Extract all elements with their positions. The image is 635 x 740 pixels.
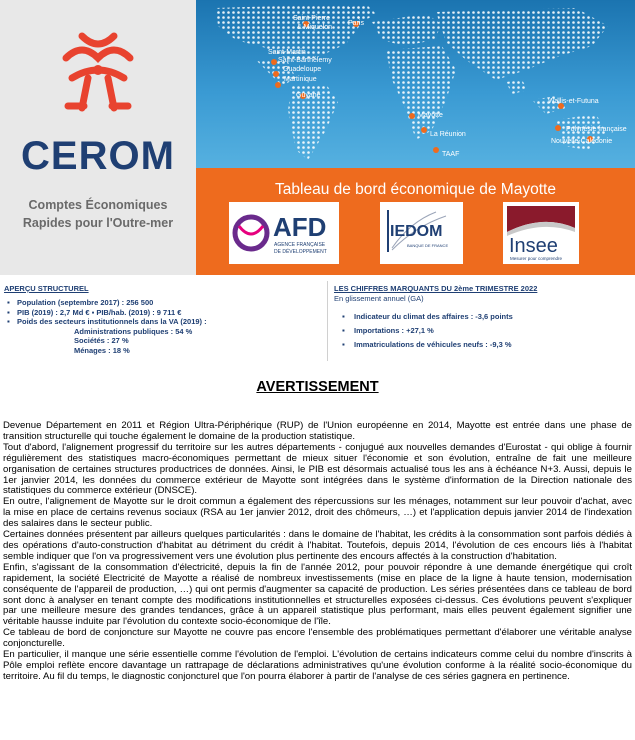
cerom-logo-panel <box>0 0 196 275</box>
chiffres-marquants <box>334 284 632 352</box>
chiffres-item-climat: ▪ Indicateur du climat des affaires : -3,6 points <box>334 310 632 324</box>
chiffres-title: LES CHIFFRES MARQUANTS DU 2ème TRIMESTRE 2022 <box>334 284 538 293</box>
paragraph-1: Devenue Département en 2011 et Région Ultra-Périphérique (RUP) de l'Union européenne en 2014, Mayotte est entrée dans une phase de transition structurelle qui touche également le domaine de la production statistique. <box>3 420 632 442</box>
paragraph-5: Enfin, s'agissant de la consommation d'électricité, depuis la fin de l'année 2012, pour pouvoir répondre à une demande énergétique qui croît rapidement, la société Electricité de Mayotte a réalisé de nombreux investissements (mise en place de la ligne à haute tension, modernisation conséquente de l'appareil de production, …) qui ont permis d'augmenter sa capacité de production. Les séries présentées dans ce tableau de bord sont donc à analyser en tenant compte des modifications institutionnelles et structurelles exposées ci-dessus. Ces évolutions peuvent s'expliquer par une meilleure mesure des grandes tendances, grâce à un appareil statistique plus performant, mais elles peuvent également signifier une véritable hausse induite par l'évolution du contexte socio-économique de l'île. <box>3 561 632 628</box>
iedom-name: IEDOM <box>390 223 443 240</box>
map-label-saint-martin: Saint-Martin <box>268 49 306 56</box>
insee-name: Insee <box>509 235 558 257</box>
afd-logo <box>229 202 339 264</box>
cerom-name: CEROM <box>21 134 175 178</box>
chiffres-item-importations: ▪ Importations : +27,1 % <box>334 324 632 338</box>
map-label-paris: Paris <box>348 20 364 27</box>
map-label-saint-pierre: Saint-Pierre <box>293 15 330 22</box>
iedom-logo <box>380 202 463 264</box>
column-divider <box>327 281 328 361</box>
avertissement-body <box>3 421 632 683</box>
map-label-polynesie: Polynésie française <box>566 126 627 133</box>
paragraph-6: Ce tableau de bord de conjoncture sur Mayotte ne couvre pas encore l'ensemble des problématiques permettant d'élaborer une véritable analyse conjoncturelle. <box>3 627 632 650</box>
map-label-saint-barthelemy: Saint-Barthélemy <box>278 57 332 64</box>
apercu-list <box>4 298 322 355</box>
map-label-wallis-et-futuna: Wallis-et-Futuna <box>548 98 599 105</box>
map-label-la-reunion: La Réunion <box>430 131 466 138</box>
apercu-item-poids: ▪ Poids des secteurs institutionnels dans la VA (2019) : <box>4 317 322 327</box>
chiffres-item-immatriculations: ▪ Immatriculations de véhicules neufs : -9,3 % <box>334 338 632 352</box>
paragraph-4: Certaines données présentent par ailleurs quelques particularités : dans le domaine de l'habitat, les crédits à la consommation sont parfois dédiés à des opérations d'auto-construction d'habitat au détriment du crédit à l'habitat. Toutefois, depuis 2014, l'évolution de ces encours liés à l'habitat semble indiquer que l'on va progressivement vers une évolution plus pertinente des encours affectés à la construction d'habitation. <box>3 529 632 562</box>
world-map <box>196 0 635 168</box>
map-label-mayotte: Mayotte <box>418 112 443 119</box>
cerom-subtitle-line1: Comptes Économiques <box>28 198 168 212</box>
paragraph-2: Tout d'abord, l'alignement progressif du territoire sur les autres départements - conjugué aux nouvelles demandes d'Eurostat - qui oblige à fournir régulièrement des statistiques macro-économiques permettant de mieux situer l'économie et son évolution, entraîne de fait une meilleure organisation de certaines structures productrices de données. Ainsi, le PIB est désormais actualisé tous les ans à échéance N+3. Aussi, depuis le 1er janvier 2014, les données du commerce extérieur de Mayotte sont intégrées dans le système d'information de la Direction nationale des statistiques du commerce extérieur (DNSCE). <box>3 441 632 497</box>
cerom-emblem-icon <box>52 28 144 120</box>
insee-subtitle: Mesurer pour comprendre <box>510 256 563 261</box>
paragraph-3: En outre, l'alignement de Mayotte sur le droit commun a également des répercussions sur les ménages, notamment sur leur pouvoir d'achat, avec la mise en place de certains revenus sociaux (RSA au 1er janvier 2012, droit des chômeurs, …) et l'application depuis janvier 2014 de l'indexation des salaires dans le secteur public. <box>3 496 632 530</box>
map-label-guyane: Guyane <box>296 92 321 99</box>
apercu-sub-societes: Sociétés : 27 % <box>74 336 129 345</box>
chiffres-subtitle: En glissement annuel (GA) <box>334 294 424 303</box>
cerom-subtitle <box>0 196 196 232</box>
apercu-sub-menages: Ménages : 18 % <box>74 345 130 355</box>
avertissement-title: AVERTISSEMENT <box>256 379 379 395</box>
map-label-martinique: Martinique <box>284 76 317 83</box>
page-title: Tableau de bord économique de Mayotte <box>275 181 556 198</box>
chiffres-list <box>334 310 632 352</box>
apercu-structurel <box>4 284 322 355</box>
map-label-guadeloupe: Guadeloupe <box>283 66 322 73</box>
header-banner <box>0 0 635 275</box>
afd-subtitle-2: DE DÉVELOPPEMENT <box>274 249 327 255</box>
paragraph-7: En particulier, il manque une série essentielle comme l'évolution de l'emploi. L'évolution de certains indicateurs comme celui du nombre d'inscrits à Pôle emploi reflète encore davantage un rattrapage de déclarations administratives qu'une évolution conforme à la réalité socio-économique du territoire. Au fil du temps, le diagnostic conjoncturel que l'on pourra élaborer à partir de l'analyse de ces séries gagnera en pertinence. <box>3 649 632 682</box>
afd-name: AFD <box>273 212 327 242</box>
apercu-item-pib: ▪ PIB (2019) : 2,7 Md € ▪ PIB/hab. (2019) : 9 711 € <box>4 308 322 318</box>
apercu-sub-admin: Administrations publiques : 54 % <box>74 326 193 336</box>
title-band <box>196 168 635 275</box>
apercu-title: APERÇU STRUCTUREL <box>4 284 89 293</box>
iedom-subtitle: BANQUE DE FRANCE <box>407 243 449 248</box>
apercu-item-population: ▪ Population (septembre 2017) : 256 500 <box>4 298 322 308</box>
map-label-nouvelle-caledonie: Nouvelle-Calédonie <box>551 138 613 145</box>
insee-logo <box>503 202 579 264</box>
map-label-miquelon: & Miquelon <box>297 24 333 31</box>
cerom-subtitle-line2: Rapides pour l'Outre-mer <box>22 216 174 230</box>
map-label-taaf: TAAF <box>442 151 460 158</box>
afd-subtitle-1: AGENCE FRANÇAISE <box>274 242 326 248</box>
